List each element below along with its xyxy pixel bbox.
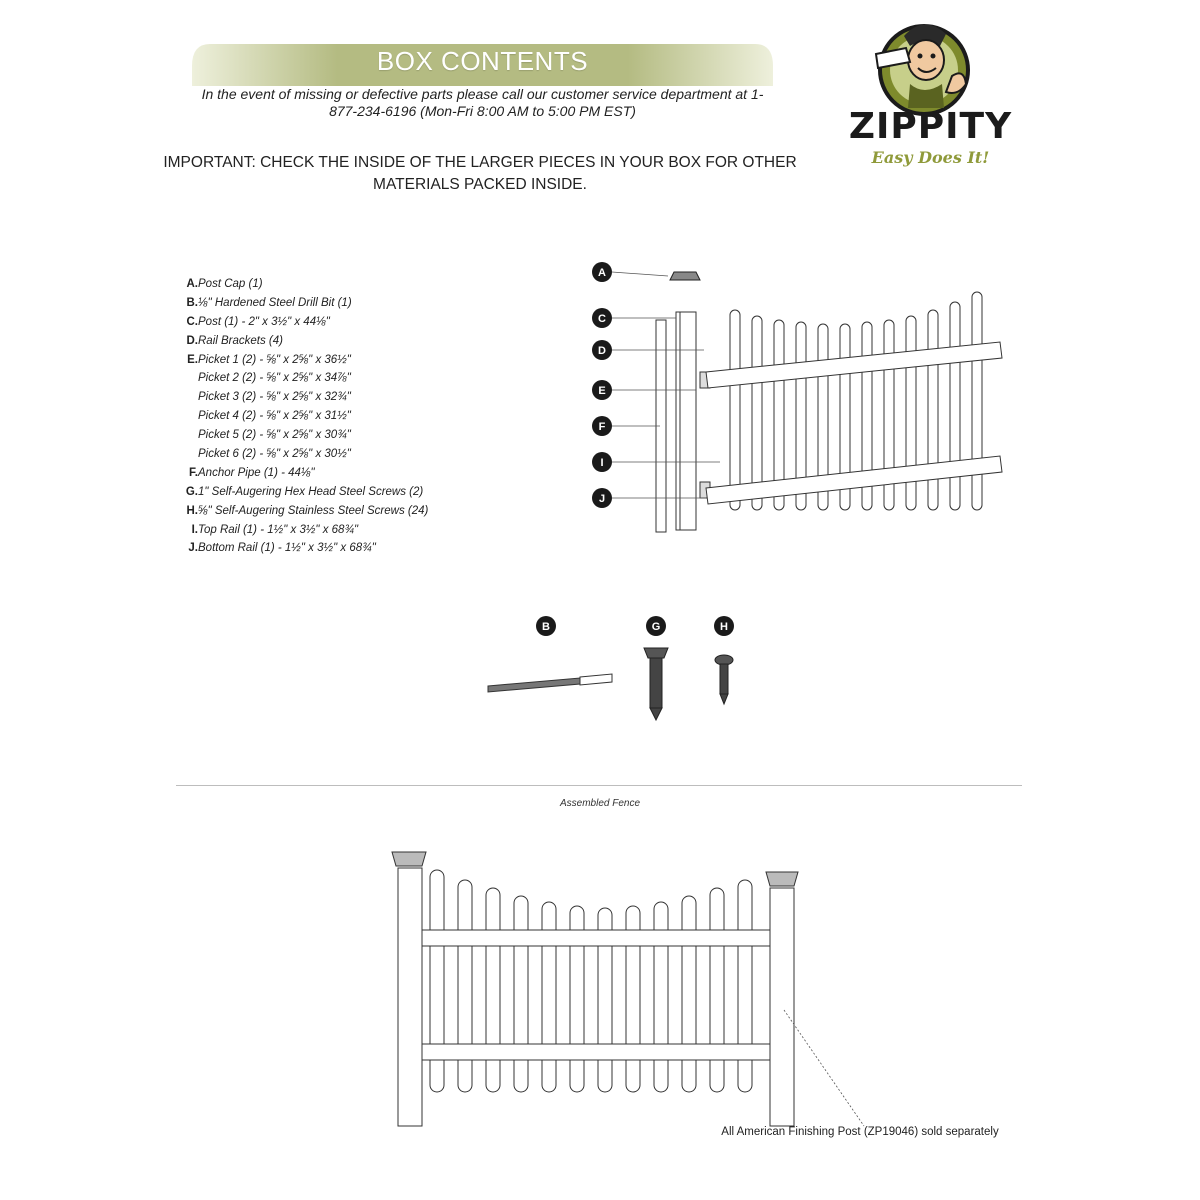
svg-text:J: J xyxy=(598,493,606,505)
right-post-cap xyxy=(766,872,798,886)
callout-f xyxy=(592,416,612,436)
part-description: Picket 1 (2) - ⅝" x 2⅝" x 36½" xyxy=(198,353,351,366)
list-item xyxy=(176,486,516,505)
list-item xyxy=(176,335,516,354)
logo-wordmark: ZIPPITY xyxy=(848,106,1013,147)
logo-tagline: Easy Does It! xyxy=(871,148,990,167)
hardware-diagram xyxy=(480,612,770,732)
list-item xyxy=(176,278,516,297)
callout-i xyxy=(592,452,612,472)
part-description: Picket 3 (2) - ⅝" x 2⅝" x 32¾" xyxy=(198,391,351,404)
list-item xyxy=(176,372,516,391)
part-description: Picket 5 (2) - ⅝" x 2⅝" x 30¾" xyxy=(198,429,351,442)
post-cap-part xyxy=(670,272,700,280)
drill-bit-part xyxy=(488,674,612,692)
assembled-fence-diagram xyxy=(380,840,1040,1140)
important-note: IMPORTANT: CHECK THE INSIDE OF THE LARGER PIECES IN YOUR BOX FOR OTHER MATERIALS PACKED INSIDE. xyxy=(163,154,797,193)
callout-e xyxy=(592,380,612,400)
finishing-post-note: All American Finishing Post (ZP19046) sold separately xyxy=(721,1126,999,1138)
svg-text:F: F xyxy=(598,421,606,433)
part-letter: H. xyxy=(186,504,198,517)
picket xyxy=(752,316,762,510)
part-description: Picket 2 (2) - ⅝" x 2⅝" x 34⅞" xyxy=(198,372,351,385)
part-description: Anchor Pipe (1) - 44⅛" xyxy=(198,466,315,479)
hex-head-screw-part xyxy=(644,648,668,720)
list-item xyxy=(176,505,516,524)
svg-text:D: D xyxy=(598,345,606,357)
part-description: Bottom Rail (1) - 1½" x 3½" x 68¾" xyxy=(198,542,376,555)
part-letter: F. xyxy=(189,466,198,479)
svg-text:A: A xyxy=(598,267,606,279)
part-letter: I. xyxy=(191,523,198,536)
svg-text:G: G xyxy=(651,621,661,633)
part-description: Post Cap (1) xyxy=(198,278,263,290)
picket xyxy=(682,896,696,1092)
left-post-cap xyxy=(392,852,426,866)
picket xyxy=(710,888,724,1092)
picket xyxy=(972,292,982,510)
section-divider xyxy=(176,785,1022,786)
part-description: Top Rail (1) - 1½" x 3½" x 68¾" xyxy=(198,523,359,536)
part-letter: C. xyxy=(186,315,198,328)
left-post xyxy=(398,868,422,1126)
list-item xyxy=(176,524,516,543)
callout-b xyxy=(536,616,556,636)
part-letter: E. xyxy=(187,353,198,366)
customer-service-notice: In the event of missing or defective parts please call our customer service department at 1-877-234-6196 (Mon-Fri 8:00 AM to 5:00 PM EST) xyxy=(201,86,764,119)
part-description: Rail Brackets (4) xyxy=(198,334,283,347)
parts-list xyxy=(176,278,516,561)
svg-text:I: I xyxy=(600,457,604,469)
list-item xyxy=(176,429,516,448)
picket xyxy=(950,302,960,510)
exploded-parts-diagram xyxy=(580,250,1020,550)
svg-text:H: H xyxy=(720,621,728,633)
list-item xyxy=(176,297,516,316)
part-letter: G. xyxy=(185,485,198,498)
callout-c xyxy=(592,308,612,328)
svg-text:C: C xyxy=(598,313,606,325)
part-description: 1" Self-Augering Hex Head Steel Screws (2) xyxy=(198,485,424,498)
svg-text:E: E xyxy=(598,385,606,397)
picket xyxy=(730,310,740,510)
part-description: ⅛" Hardened Steel Drill Bit (1) xyxy=(198,296,352,309)
part-description: Picket 6 (2) - ⅝" x 2⅝" x 30½" xyxy=(198,448,351,461)
part-letter: D. xyxy=(186,334,198,347)
list-item xyxy=(176,354,516,373)
page-title: BOX CONTENTS xyxy=(376,46,589,76)
callout-a xyxy=(592,262,612,282)
part-description: Picket 4 (2) - ⅝" x 2⅝" x 31½" xyxy=(198,410,351,423)
finishing-post-pointer xyxy=(784,1010,864,1126)
assembled-fence-caption: Assembled Fence xyxy=(559,798,641,809)
picket xyxy=(486,888,500,1092)
part-description: Post (1) - 2" x 3½" x 44⅛" xyxy=(198,315,330,328)
part-letter: B. xyxy=(186,296,198,309)
callout-j xyxy=(592,488,612,508)
callout-d xyxy=(592,340,612,360)
list-item xyxy=(176,448,516,467)
list-item xyxy=(176,316,516,335)
zippity-mascot-logo xyxy=(866,12,978,118)
top-rail xyxy=(422,930,770,946)
part-letter: J. xyxy=(188,542,198,555)
right-post xyxy=(770,888,794,1126)
svg-text:B: B xyxy=(542,621,550,633)
stainless-screw-part xyxy=(715,655,733,704)
part-letter: A. xyxy=(186,278,198,290)
list-item xyxy=(176,410,516,429)
list-item xyxy=(176,542,516,561)
callout-g xyxy=(646,616,666,636)
picket xyxy=(514,896,528,1092)
post-part xyxy=(676,312,696,530)
bottom-rail xyxy=(422,1044,770,1060)
list-item xyxy=(176,391,516,410)
callout-h xyxy=(714,616,734,636)
part-description: ⅝" Self-Augering Stainless Steel Screws (24) xyxy=(198,504,429,517)
list-item xyxy=(176,467,516,486)
